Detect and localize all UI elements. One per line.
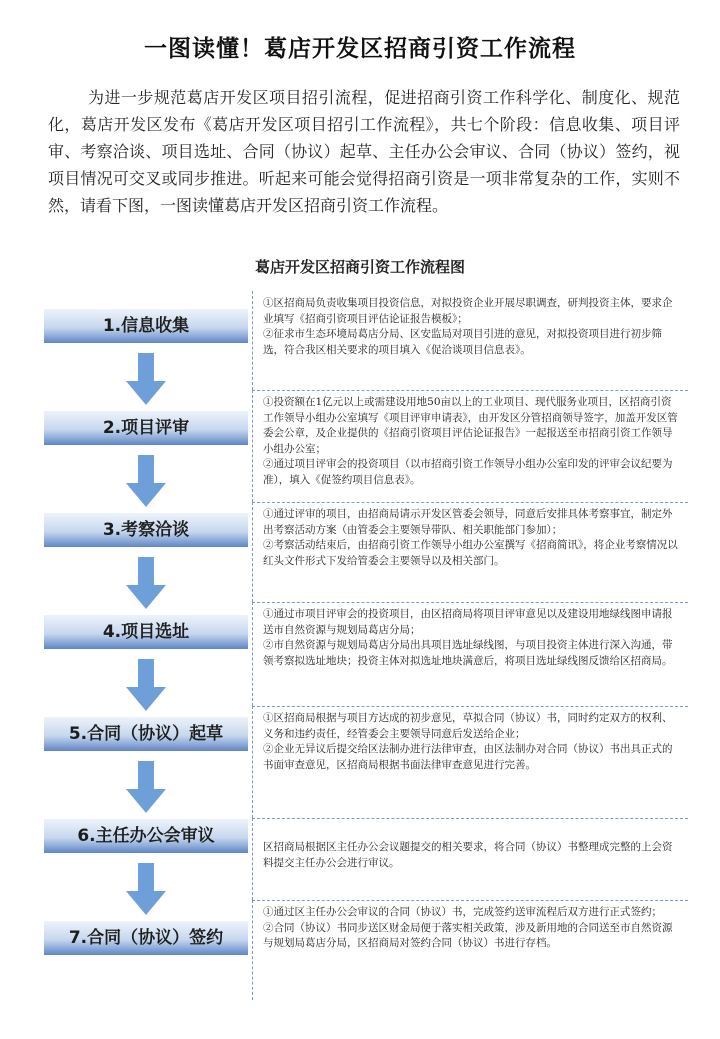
step-5-item-1: ①区招商局根据与项目方达成的初步意见，草拟合同（协议）书，同时约定双方的权利、义务和违约责任，经管委会主要领导同意后发送给企业； <box>263 712 673 740</box>
step-2-item-1: ①投资额在1亿元以上或需建设用地50亩以上的工业项目、现代服务业项目，区招商引资工作领导小组办公室填写《项目评审申请表》，由开发区分管招商领导签字，加盖开发区管委会公章，及企业提供的《招商引资项目评估论证报告》一起报送至市招商引资工作领导小组办公室； <box>263 396 678 455</box>
step-6-description <box>252 818 688 900</box>
step-1-item-1: ①区招商局负责收集项目投资信息，对拟投资企业开展尽职调查，研判投资主体，要求企业填写《招商引资项目评估论证报告模板》； <box>263 297 673 325</box>
step-7-text: 7.合同（协议）签约 <box>68 928 224 948</box>
step-7-label <box>44 921 248 955</box>
down-arrow-icon <box>124 455 168 507</box>
step-6-label <box>44 819 248 853</box>
step-5-description <box>252 706 688 818</box>
step-2-description <box>252 390 688 502</box>
step-1-description <box>252 291 688 390</box>
step-3-label <box>44 513 248 547</box>
step-2-item-2: ②通过项目评审会的投资项目（以市招商引资工作领导小组办公室印发的评审会议纪要为准），填入《促签约项目信息表》。 <box>263 458 673 486</box>
step-5-item-2: ②企业无异议后提交给区法制办进行法律审查，由区法制办对合同（协议）书出具正式的书面审查意见，区招商局根据书面法律审查意见进行完善。 <box>263 743 673 771</box>
step-7-item-2: ②合同（协议）书同步送区财金局便于落实相关政策，涉及新用地的合同送至市自然资源与规划局葛店分局，区招商局对签约合同（协议）书进行存档。 <box>263 921 673 949</box>
step-1-label <box>44 309 248 343</box>
step-1-item-2: ②征求市生态环境局葛店分局、区安监局对项目引进的意见，对拟投资项目进行初步筛选，符合我区相关要求的项目填入《促洽谈项目信息表》。 <box>263 328 662 356</box>
step-2-label <box>44 411 248 445</box>
down-arrow-icon <box>124 863 168 915</box>
step-7-description <box>252 900 688 1000</box>
step-4-item-1: ①通过市项目评审会的投资项目，由区招商局将项目评审意见以及建设用地绿线图申请报送市自然资源与规划局葛店分局； <box>263 608 673 636</box>
step-3-text: 3.考察洽谈 <box>102 520 190 540</box>
down-arrow-icon <box>124 761 168 813</box>
down-arrow-icon <box>124 659 168 711</box>
step-4-text: 4.项目选址 <box>102 622 190 642</box>
step-3-item-2: ②考察活动结束后，由招商引资工作领导小组办公室撰写《招商简讯》，将企业考察情况以红头文件形式下发给管委会主要领导以及相关部门。 <box>263 539 678 567</box>
step-4-item-2: ②市自然资源与规划局葛店分局出具项目选址绿线图，与项目投资主体进行深入沟通，带领考察拟选址地块；投资主体对拟选址地块满意后，将项目选址绿线图反馈给区招商局。 <box>263 639 673 667</box>
step-5-label <box>44 717 248 751</box>
page-title: 一图读懂！葛店开发区招商引资工作流程 <box>144 36 576 62</box>
step-5-text: 5.合同（协议）起草 <box>68 724 224 744</box>
step-4-description <box>252 602 688 706</box>
step-4-label <box>44 615 248 649</box>
down-arrow-icon <box>124 353 168 405</box>
step-3-item-1: ①通过评审的项目，由招商局请示开发区管委会领导，同意后安排具体考察事宜，制定外出考察活动方案（由管委会主要领导带队、相关职能部门参加）； <box>263 508 673 536</box>
step-6-text: 6.主任办公会审议 <box>77 826 215 846</box>
step-7-item-1: ①通过区主任办公会审议的合同（协议）书，完成签约送审流程后双方进行正式签约； <box>263 906 662 918</box>
step-2-text: 2.项目评审 <box>102 418 190 438</box>
step-6-item-1: 区招商局根据区主任办公会议题提交的相关要求，将合同（协议）书整理成完整的上会资料提交主任办公会进行审议。 <box>263 841 673 869</box>
step-3-description <box>252 502 688 602</box>
intro-paragraph: 为进一步规范葛店开发区项目招引流程，促进招商引资工作科学化、制度化、规范化，葛店开发区发布《葛店开发区项目招引工作流程》，共七个阶段：信息收集、项目评审、考察洽谈、项目选址、合同（协议）起草、主任办公会审议、合同（协议）签约，视项目情况可交叉或同步推进。听起来可能会觉得招商引资是一项非常复杂的工作，实则不然，请看下图，一图读懂葛店开发区招商引资工作流程。 <box>48 88 680 215</box>
flowchart-title: 葛店开发区招商引资工作流程图 <box>254 258 465 276</box>
down-arrow-icon <box>124 557 168 609</box>
step-1-text: 1.信息收集 <box>102 316 190 336</box>
